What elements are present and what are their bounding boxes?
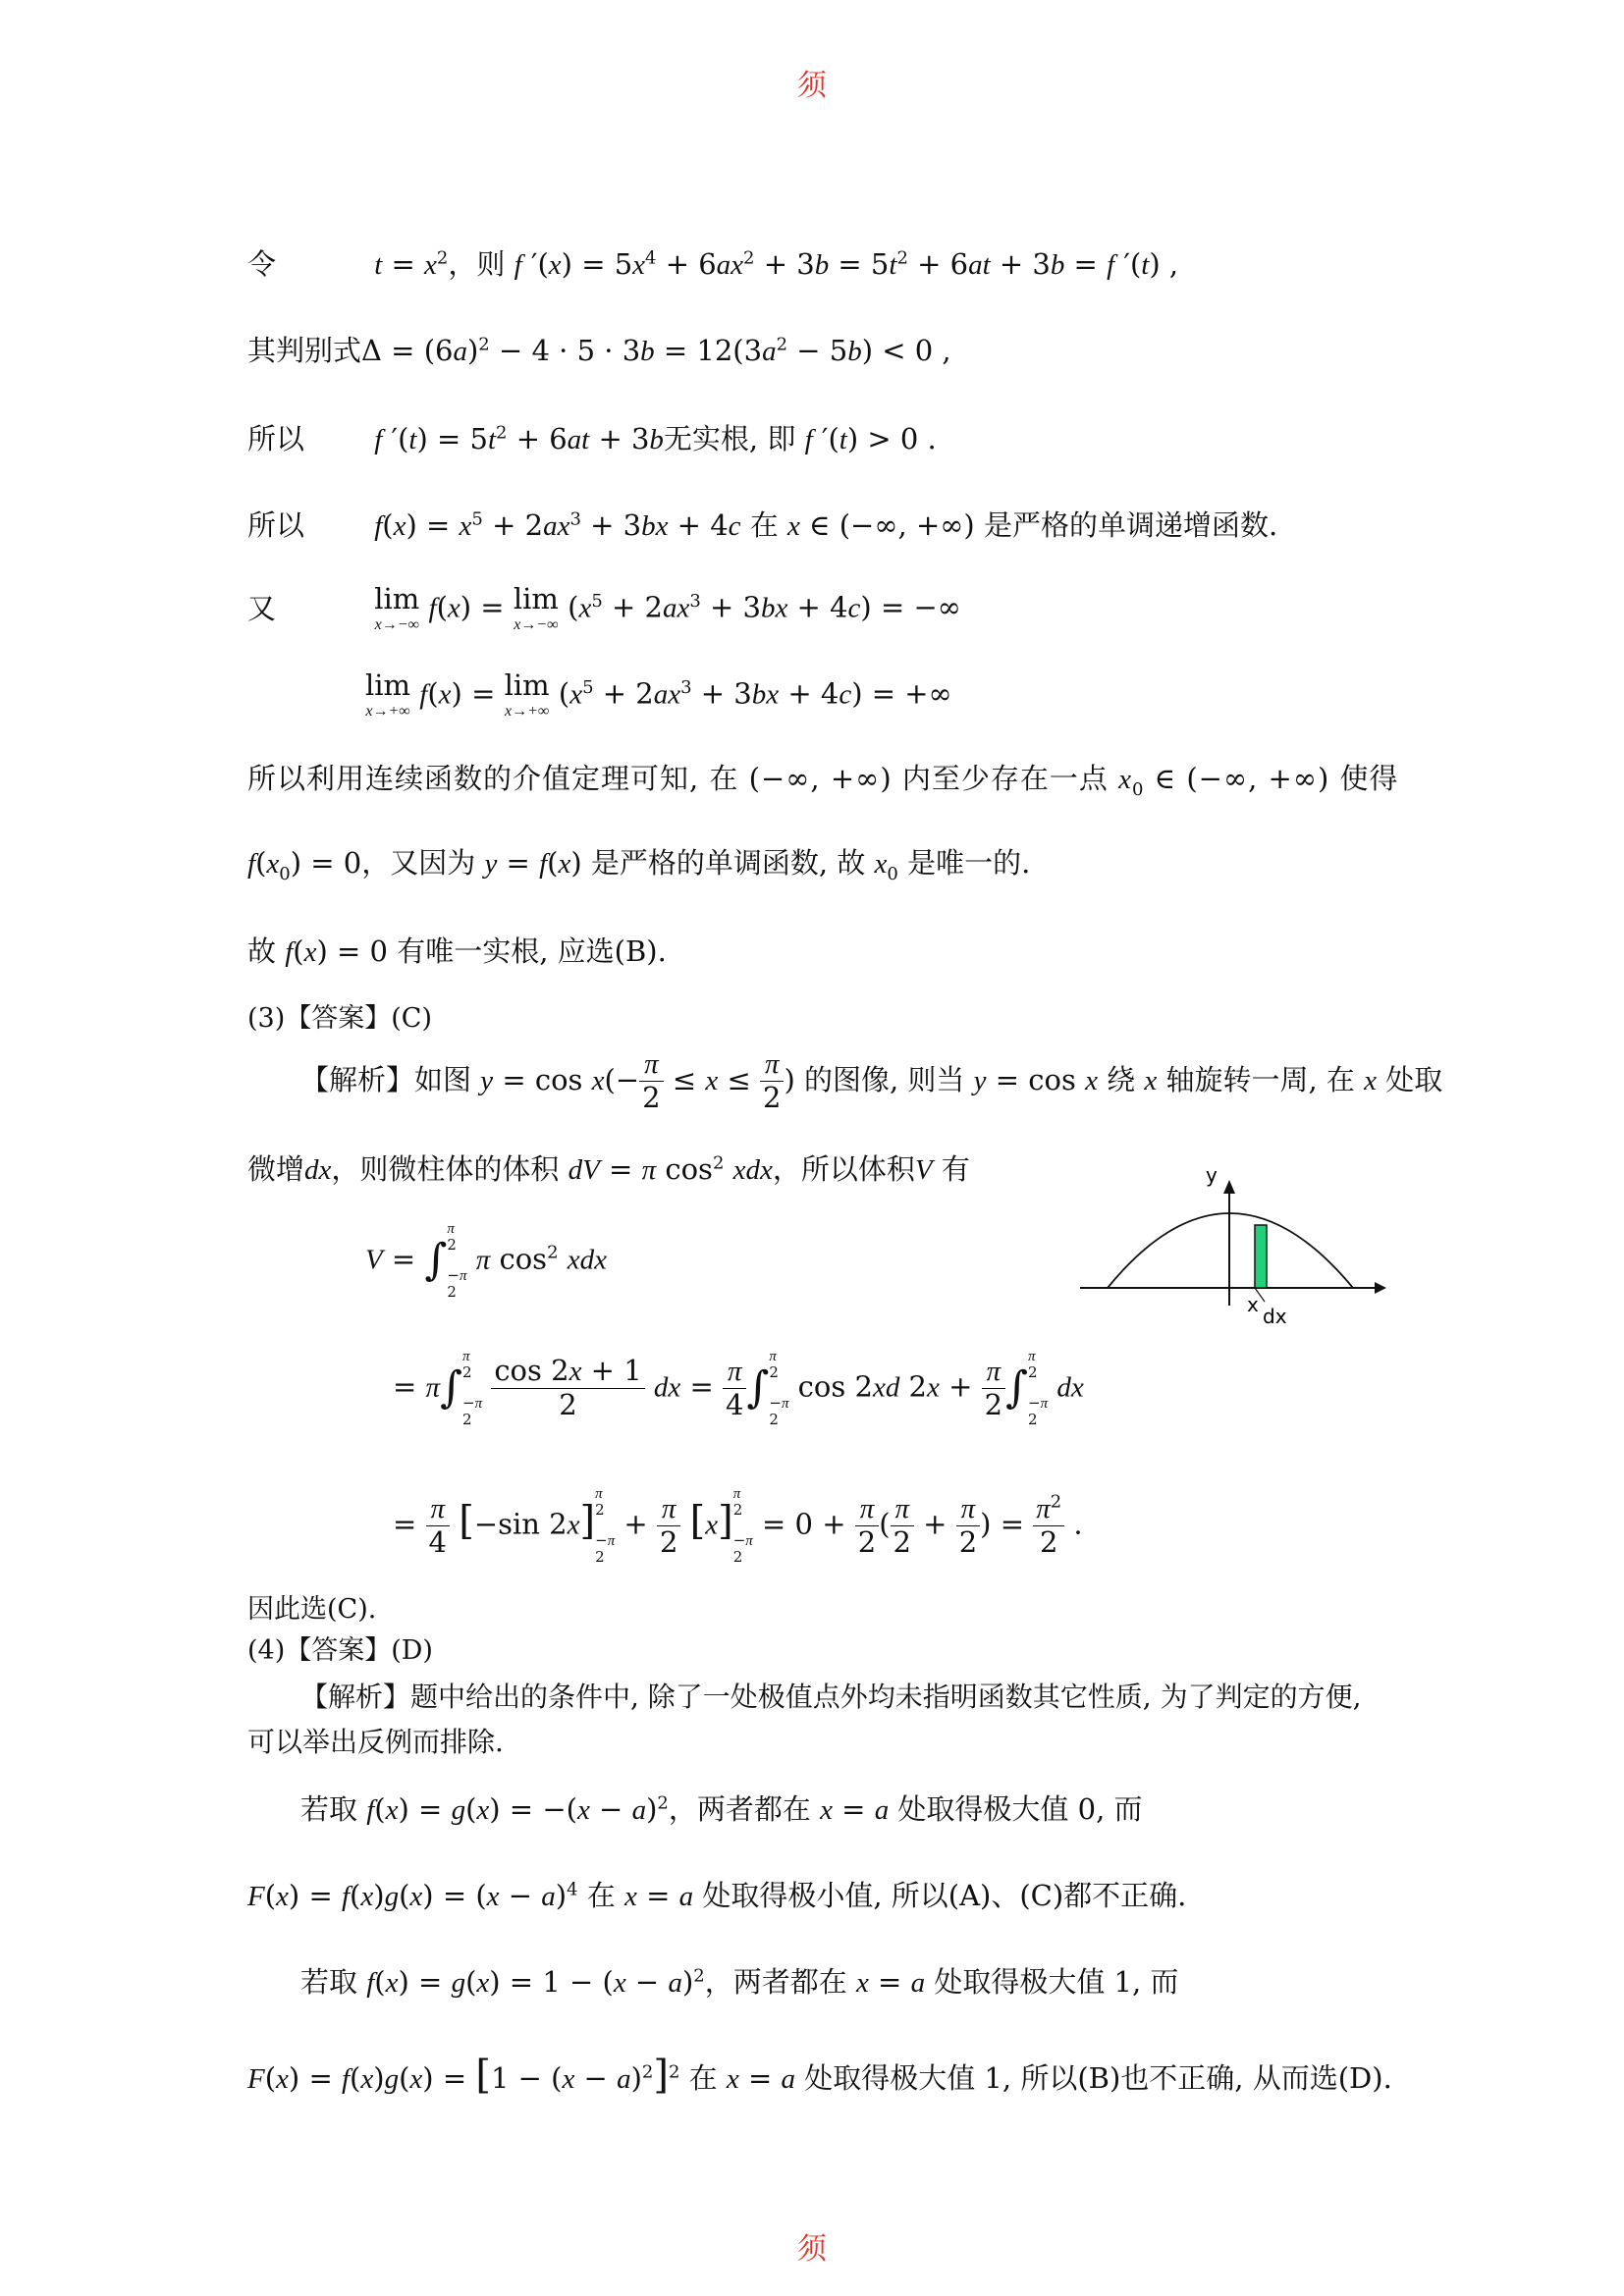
q4-case1: 若取 $f(x) = g(x) = -(x - a)^2$，两者都在 x = a 处取得极大值 0, 而 — [300, 1792, 1143, 1826]
line-no-real-root: 所以 f $'(t) = 5t^2 + 6at + 3b$无实根, 即 f ′(t) > 0 . — [247, 422, 937, 455]
header-mark: 须 — [797, 69, 827, 103]
volume-slice — [1255, 1225, 1267, 1288]
line-monotone: 所以 $f(x) = x^5 + 2ax^3 + 3bx + 4c$ 在 x ∈ (−∞, +∞) 是严格的单调递增函数. — [247, 508, 1278, 542]
y-axis-arrow-icon — [1223, 1180, 1235, 1194]
line-discriminant: 其判别式$\Delta = (6a)^2 - 4 \cdot 5 \cdot 3b = 12(3a^2 - 5b) < 0$ , — [247, 334, 951, 367]
q4-explanation-1: 【解析】题中给出的条件中, 除了一处极值点外均未指明函数其它性质, 为了判定的方便, — [300, 1681, 1362, 1713]
line-ivt: 所以利用连续函数的介值定理可知, 在 (−∞, +∞) 内至少存在一点 $x_0$ ∈ (−∞, +∞) 使得 — [247, 762, 1399, 800]
line-substitution: 令 $t = x^2$，则 f $'(x) = 5x^4 + 6ax^2 + 3b = 5t^2 + 6at + 3b = f$ ′(t) , — [247, 247, 1179, 281]
q4-answer: (4)【答案】(D) — [247, 1635, 433, 1666]
line-limit-neg: 又 lim x→−∞ f(x) = lim x→−∞ $(x^5 + 2ax^3 + 3bx + 4c)$ = −∞ — [247, 582, 961, 633]
x-slice-label: x — [1247, 1293, 1259, 1316]
y-axis-label: y — [1206, 1163, 1218, 1187]
footer-mark: 须 — [797, 2232, 827, 2267]
q3-explanation-2: 微增dx，则微柱体的体积 dV = π $\cos^2$ xdx，所以体积V 有 — [247, 1152, 970, 1186]
q3-integral-2: = π∫π 2 −π 2 $\frac{\cos 2x + 1}{2}$ dx = $\frac{\pi}{4}$ ∫π 2 −π 2 cos 2xd 2x + $\frac{\pi}{2}$ ∫π 2 −π 2 dx — [393, 1349, 1084, 1428]
q4-explanation-2: 可以举出反例而排除. — [247, 1726, 504, 1758]
q3-integral-1: V = ∫π 2 −π 2 π $\cos^2$ xdx — [365, 1221, 607, 1301]
line-unique: $f(x_0) = 0$，又因为 y = f(x) 是严格的单调函数, 故 $x_0$ 是唯一的. — [247, 846, 1031, 884]
q3-explanation-1: 【解析】如图 y = cos x(− $\frac{\pi}{2}$ ≤ x ≤ $\frac{\pi}{2}$ ) 的图像, 则当 y = cos x 绕 x 轴旋转一周, 在 x 处取 — [300, 1048, 1443, 1115]
line-limit-pos: lim x→+∞ f(x) = lim x→+∞ $(x^5 + 2ax^3 + 3bx + 4c)$ = +∞ — [365, 668, 952, 720]
cosine-arch-figure — [1080, 1158, 1394, 1335]
q4-case2: 若取 $f(x) = g(x) = 1 - (x - a)^2$，两者都在 x = a 处取得极大值 1, 而 — [300, 1965, 1179, 1999]
q3-answer: (3)【答案】(C) — [247, 1003, 432, 1034]
line-conclusion-2: 故 f(x) = 0 有唯一实根, 应选(B). — [247, 934, 667, 968]
dx-label: dx — [1263, 1305, 1287, 1328]
q3-integral-3: = $\frac{\pi}{4}$ [−sin 2x]π 2 −π 2 + $\frac{\pi}{2}$ [x]π 2 −π 2 = 0 + $\frac{\pi}{2}$ ( $\frac{\pi}{2}$ + $\frac{\pi}{2}$ ) = $\frac{\pi^2}{2}$ . — [393, 1486, 1083, 1566]
q4-case2-product: $F(x) = f(x)g(x) = [1 - (x - a)^2]^2$ 在 x = a 处取得极大值 1, 所以(B)也不正确, 从而选(D). — [247, 2053, 1392, 2098]
q3-conclusion: 因此选(C). — [247, 1594, 377, 1625]
x-axis-arrow-icon — [1375, 1282, 1386, 1294]
q4-case1-product: $F(x) = f(x)g(x) = (x - a)^4$ 在 x = a 处取得极小值, 所以(A)、(C)都不正确. — [247, 1879, 1187, 1912]
